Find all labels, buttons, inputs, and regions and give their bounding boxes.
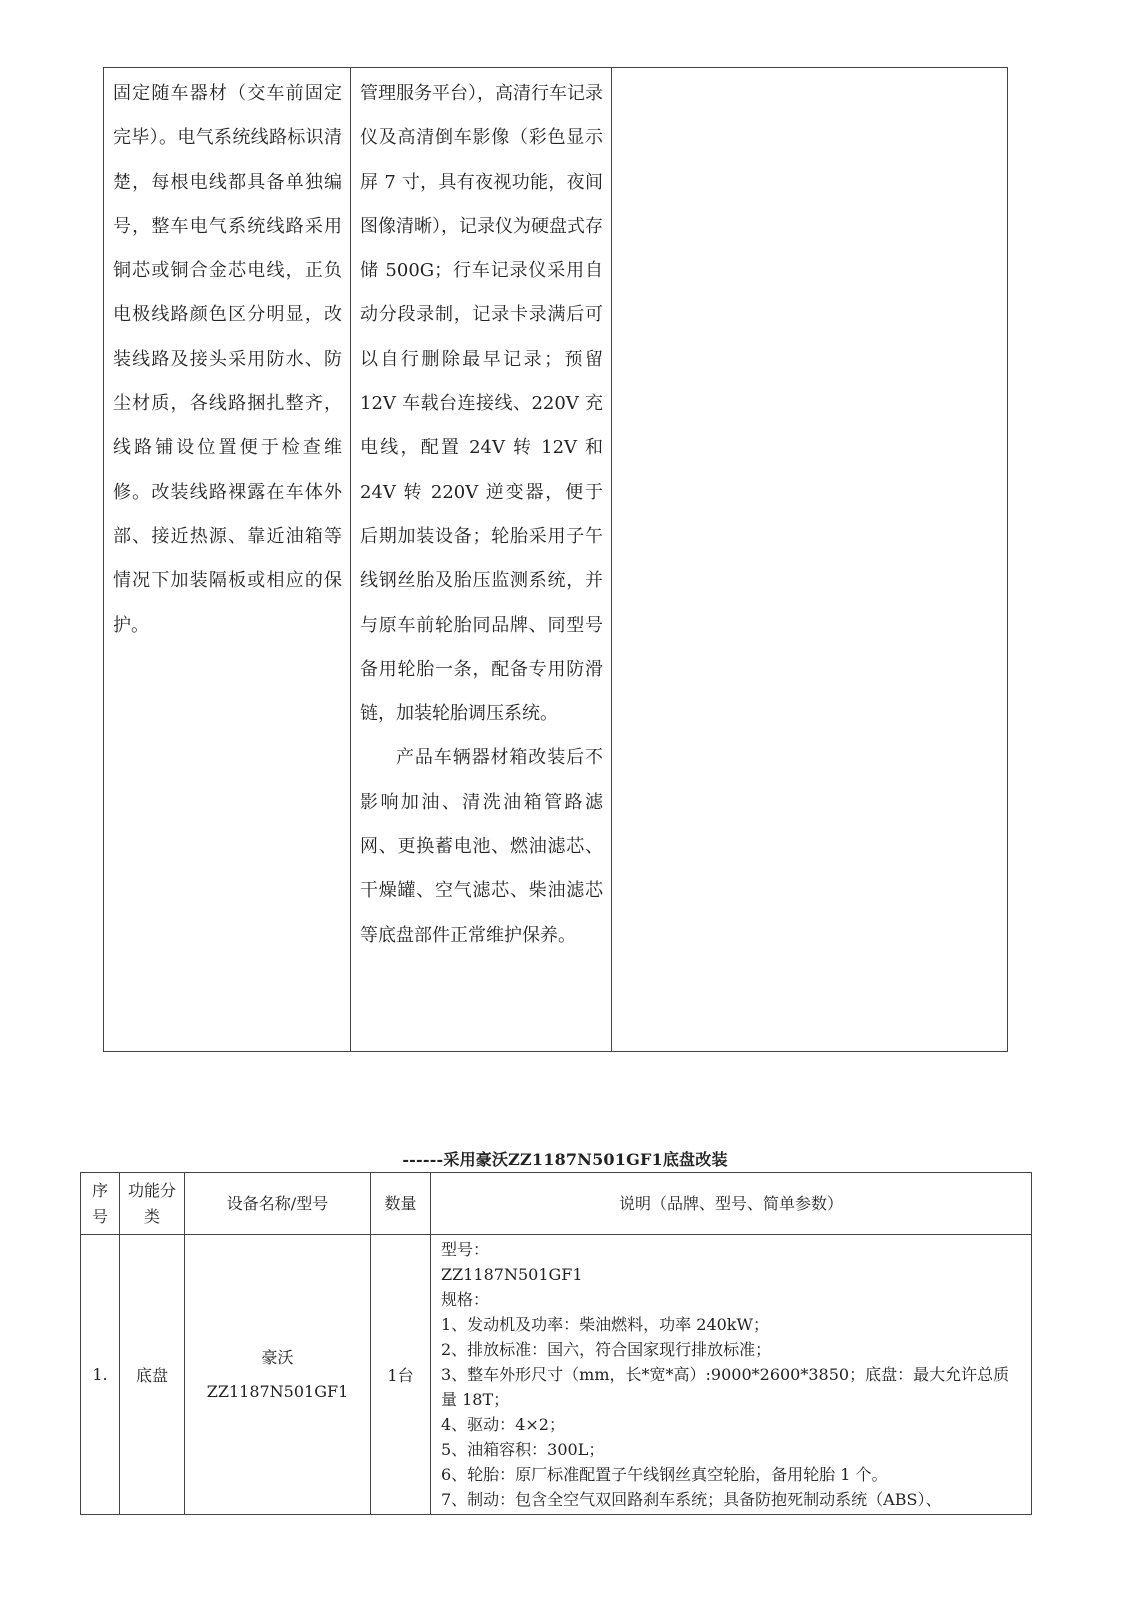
desc-line: 1、发动机及功率：柴油燃料，功率 240kW；: [441, 1315, 769, 1334]
continuation-table: [103, 67, 1008, 1052]
spec-paragraph-1: 管理服务平台），高清行车记录仪及高清倒车影像（彩色显示屏 7 寸，具有夜视功能，夜间图像清晰），记录仪为硬盘式存储 500G；行车记录仪采用自动分段录制，记录卡录满后可以自行删除最早记录；预留 12V 车载台连接线、220V 充电线，配置 24V 转 12V 和 24V 转 220V 逆变器，便于后期加装设备；轮胎采用子午线钢丝胎及胎压监测系统，并与原车前轮胎同品牌、同型号备用轮胎一条，配备专用防滑链，加装轮胎调压系统。: [360, 83, 603, 725]
desc-line: 2、排放标准：国六，符合国家现行排放标准；: [441, 1340, 772, 1359]
desc-line: ZZ1187N501GF1: [441, 1265, 583, 1284]
table-row: [81, 1235, 1032, 1515]
spec-text-col1: 固定随车器材（交车前固定完毕）。电气系统线路标识清楚，每根电线都具备单独编号，整车电气系统线路采用铜芯或铜合金芯电线，正负电极线路颜色区分明显，改装线路及接头采用防水、防尘材质，各线路捆扎整齐，线路铺设位置便于检查维修。改装线路裸露在车体外部、接近热源、靠近油箱等情况下加装隔板或相应的保护。: [113, 83, 342, 636]
table-header-row: [81, 1173, 1032, 1235]
desc-line: 型号：: [441, 1240, 490, 1259]
table-row: [104, 68, 1008, 1052]
spec-cell-col1: [104, 68, 351, 1052]
desc-line: 6、轮胎：原厂标准配置子午线钢丝真空轮胎，备用轮胎 1 个。: [441, 1465, 888, 1484]
row-category: 底盘: [120, 1235, 185, 1515]
spec-cell-col2: [351, 68, 612, 1052]
desc-line: 3、整车外形尺寸（mm，长*宽*高）:9000*2600*3850；底盘：最大允许总质量 18T；: [441, 1365, 1010, 1409]
desc-line: 5、油箱容积：300L；: [441, 1440, 605, 1459]
desc-line: 7、制动：包含全空气双回路刹车系统；具备防抱死制动系统（ABS）、: [441, 1490, 942, 1509]
row-index: 1.: [81, 1235, 120, 1515]
row-name: [185, 1235, 371, 1515]
header-qty: 数量: [371, 1173, 431, 1235]
spec-text-col3: [612, 68, 1007, 72]
row-name-model: ZZ1187N501GF1: [206, 1381, 349, 1401]
header-category: 功能分类: [120, 1173, 185, 1235]
spec-text-col2: [351, 68, 611, 958]
header-name: 设备名称/型号: [185, 1173, 371, 1235]
desc-line: 4、驱动：4×2；: [441, 1415, 565, 1434]
row-desc: [431, 1235, 1032, 1515]
desc-line: 规格：: [441, 1290, 490, 1309]
header-index: 序号: [81, 1173, 120, 1235]
section-title: ------采用豪沃ZZ1187N501GF1底盘改装: [402, 1150, 728, 1169]
spec-paragraph-2: 产品车辆器材箱改装后不影响加油、清洗油箱管路滤网、更换蓄电池、燃油滤芯、干燥罐、空气滤芯、柴油滤芯等底盘部件正常维护保养。: [360, 747, 603, 946]
row-name-brand: 豪沃: [261, 1347, 294, 1367]
row-qty: 1台: [371, 1235, 431, 1515]
equipment-table: [80, 1172, 1032, 1515]
header-desc: 说明（品牌、型号、简单参数）: [431, 1173, 1032, 1235]
spec-cell-col3: [612, 68, 1008, 1052]
